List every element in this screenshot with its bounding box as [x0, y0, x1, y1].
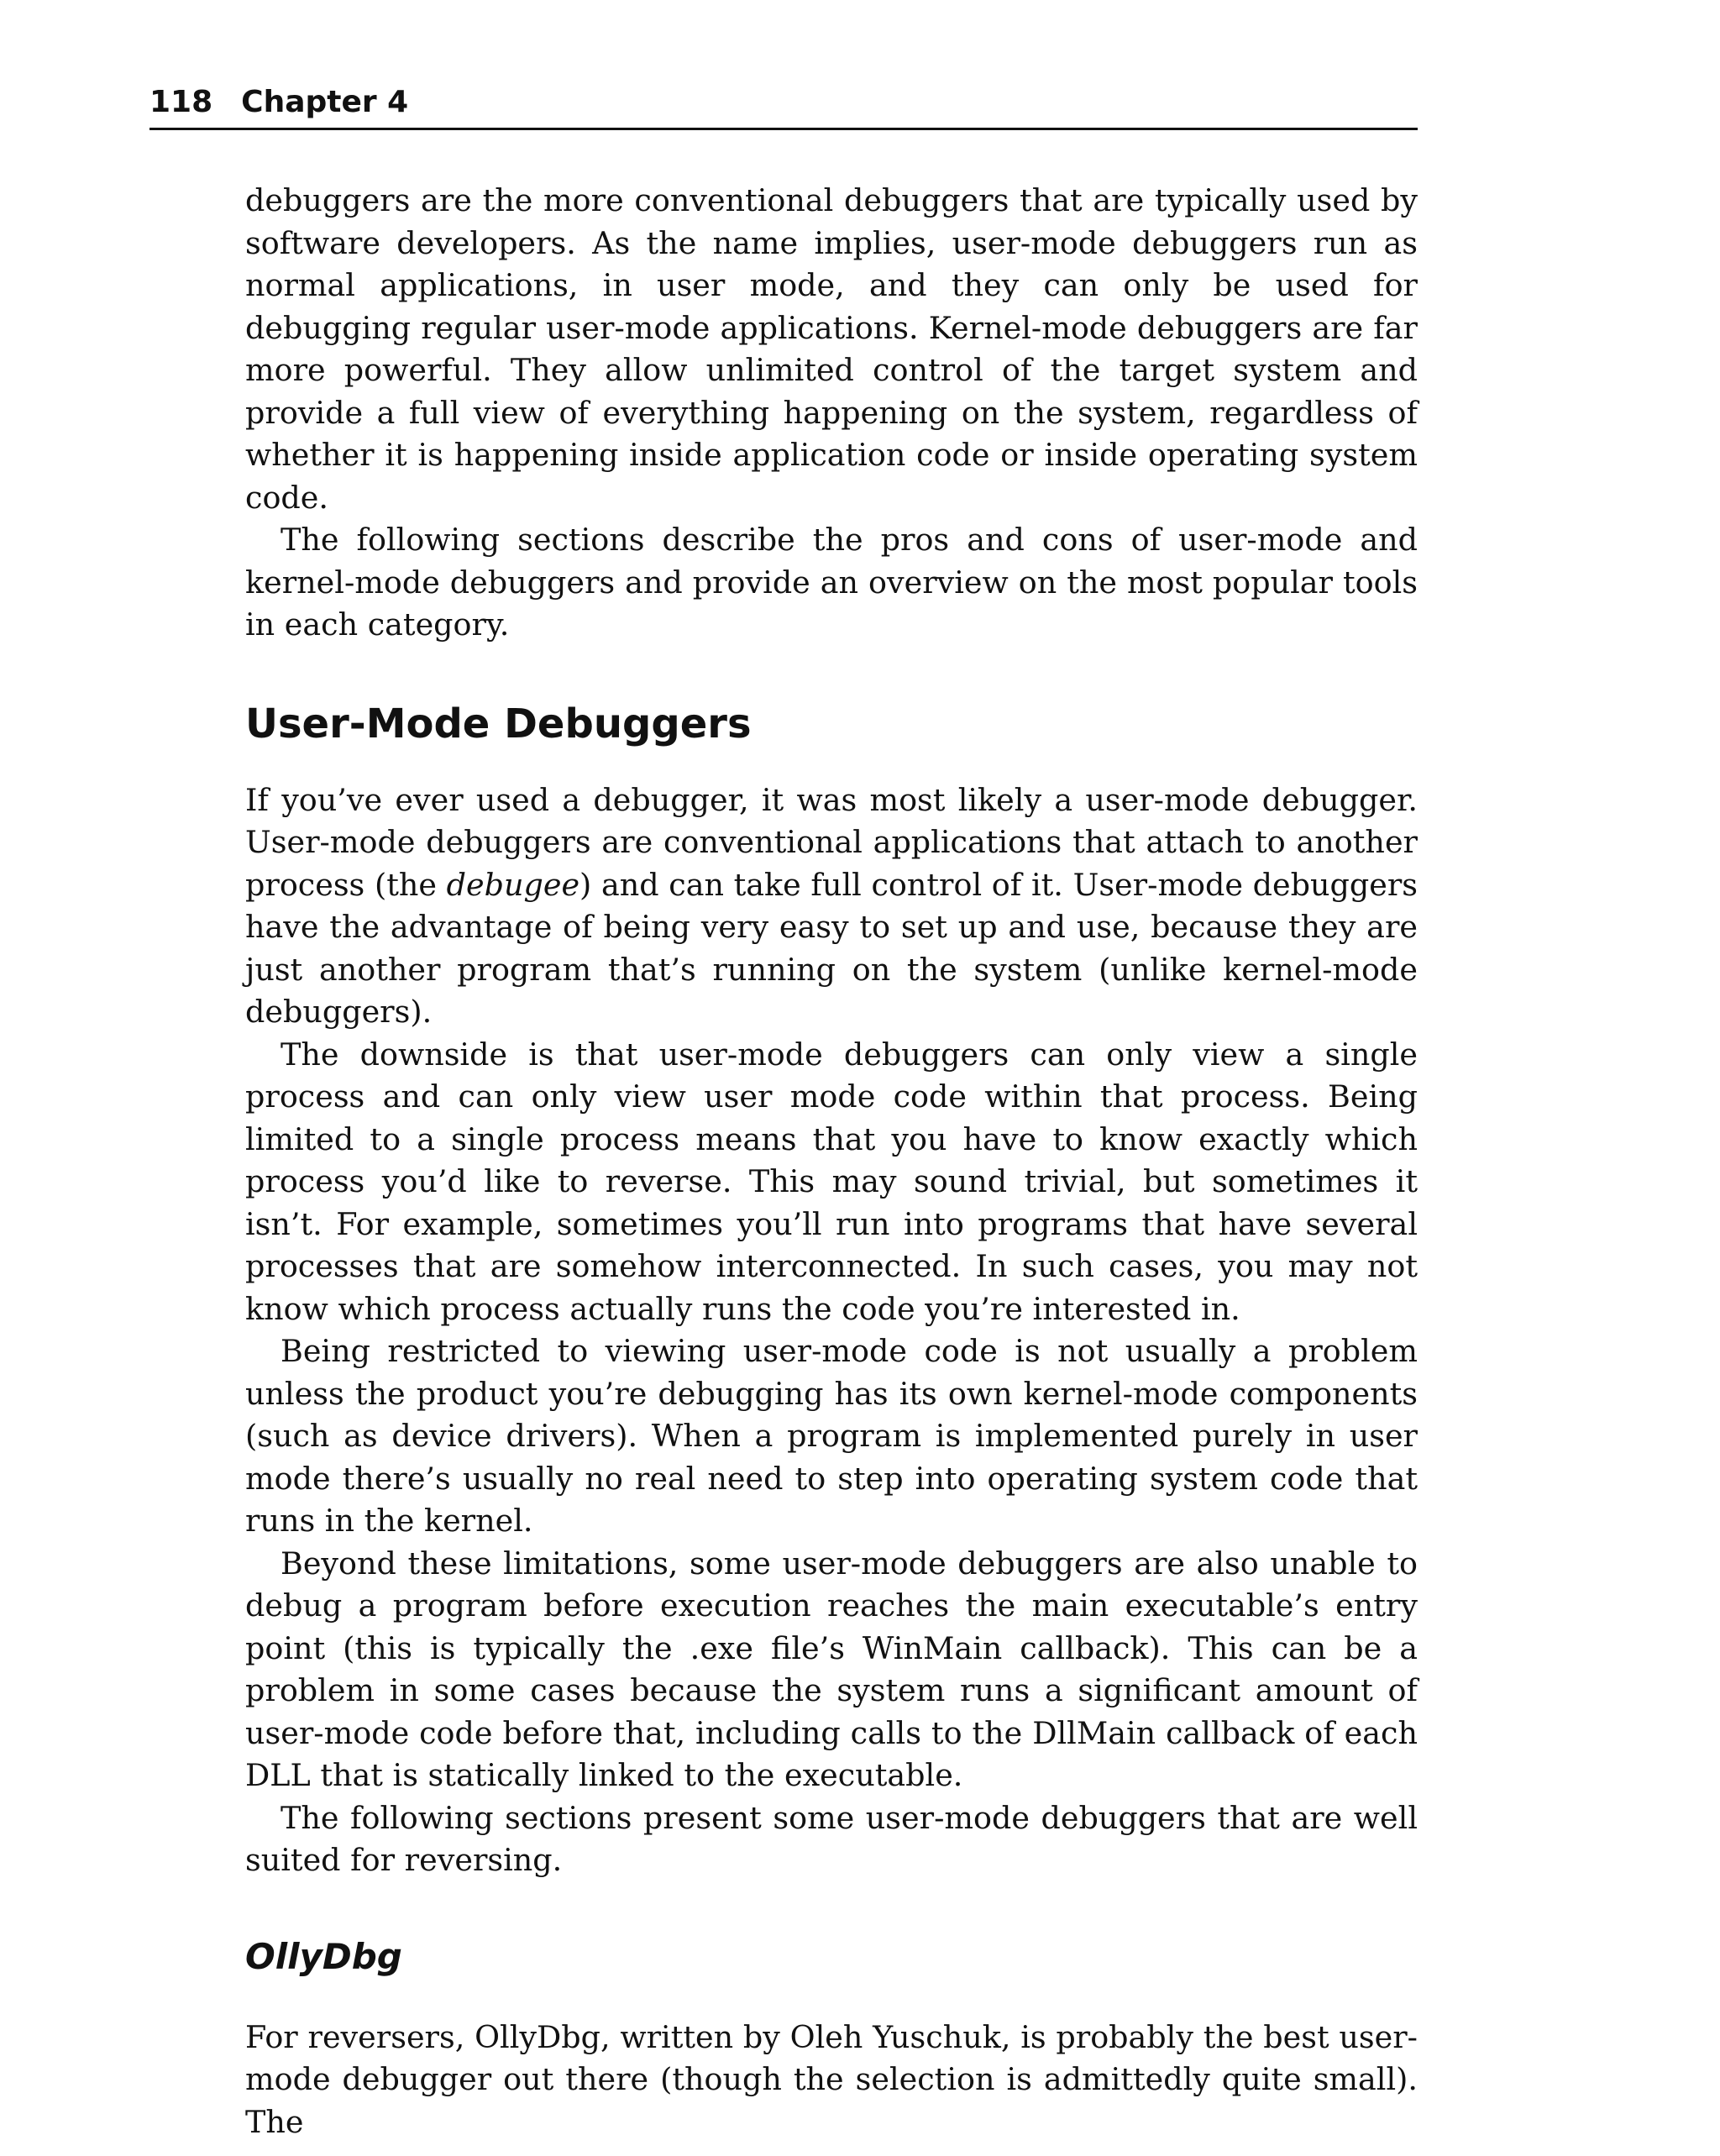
- user-mode-paragraph-2: The downside is that user-mode debuggers can only view a single process and can only view user mode code within that process. Being limited to a single process means that you have to know exactly which process you’d like to reverse. This may sound trivial, but sometimes it isn’t. For example, sometimes you’ll run into programs that have several processes that are somehow interconnected. In such cases, you may not know which process actually runs the code you’re interested in.: [245, 1036, 1418, 1327]
- user-mode-paragraph-1-start: If you’ve ever used a debugger, it was most likely a user-mode debugger. User-mode debuggers are conventional applications that attach to another process (the: [245, 781, 1418, 903]
- user-mode-paragraph-3: Being restricted to viewing user-mode code is not usually a problem unless the product you’re debugging has its own kernel-mode components (such as device drivers). When a program is implemented purely in user mode there’s usually no real need to step into operating system code that runs in the kernel.: [245, 1333, 1418, 1539]
- chapter-label: Chapter 4: [241, 85, 409, 119]
- user-mode-paragraph-4: Beyond these limitations, some user-mode debuggers are also unable to debug a program before execution reaches the main executable’s entry point (this is typically the .exe file’s WinMain callback). This can be a problem in some cases because the system runs a significant amount of user-mode code before that, including calls to the DllMain callback of each DLL that is statically linked to the executable.: [245, 1545, 1418, 1793]
- page-number: 118: [149, 85, 213, 119]
- page-body: [245, 180, 1418, 2143]
- user-mode-paragraph-1-end: ) and can take full control of it. User-mode debuggers have the advantage of being very easy to set up and use, because they are just another program that’s running on the system (unlike kernel-mode debuggers).: [245, 866, 1418, 1030]
- subsection-heading-ollydbg: OllyDbg: [245, 1935, 402, 1977]
- intro-paragraph-2: The following sections describe the pros and cons of user-mode and kernel-mode debuggers and provide an overview on the most popular tools in each category.: [245, 522, 1418, 643]
- user-mode-paragraph-1: [245, 779, 1418, 1034]
- ollydbg-paragraph-1: For reversers, OllyDbg, written by Oleh Yuschuk, is probably the best user-mode debugger out there (though the selection is admittedly quite small). The: [245, 2018, 1418, 2140]
- section-heading-user-mode-debuggers: User-Mode Debuggers: [245, 700, 752, 748]
- debugee-term: debugee: [446, 866, 580, 903]
- user-mode-paragraph-5: The following sections present some user-mode debuggers that are well suited for reversing.: [245, 1799, 1418, 1878]
- running-head: [149, 84, 1418, 130]
- intro-paragraph-1: debuggers are the more conventional debuggers that are typically used by software developers. As the name implies, user-mode debuggers run as normal applications, in user mode, and they can only be used for debugging regular user-mode applications. Kernel-mode debuggers are far more powerful. They allow unlimited control of the target system and provide a full view of everything happening on the system, regardless of whether it is happening inside application code or inside operating system code.: [245, 182, 1418, 516]
